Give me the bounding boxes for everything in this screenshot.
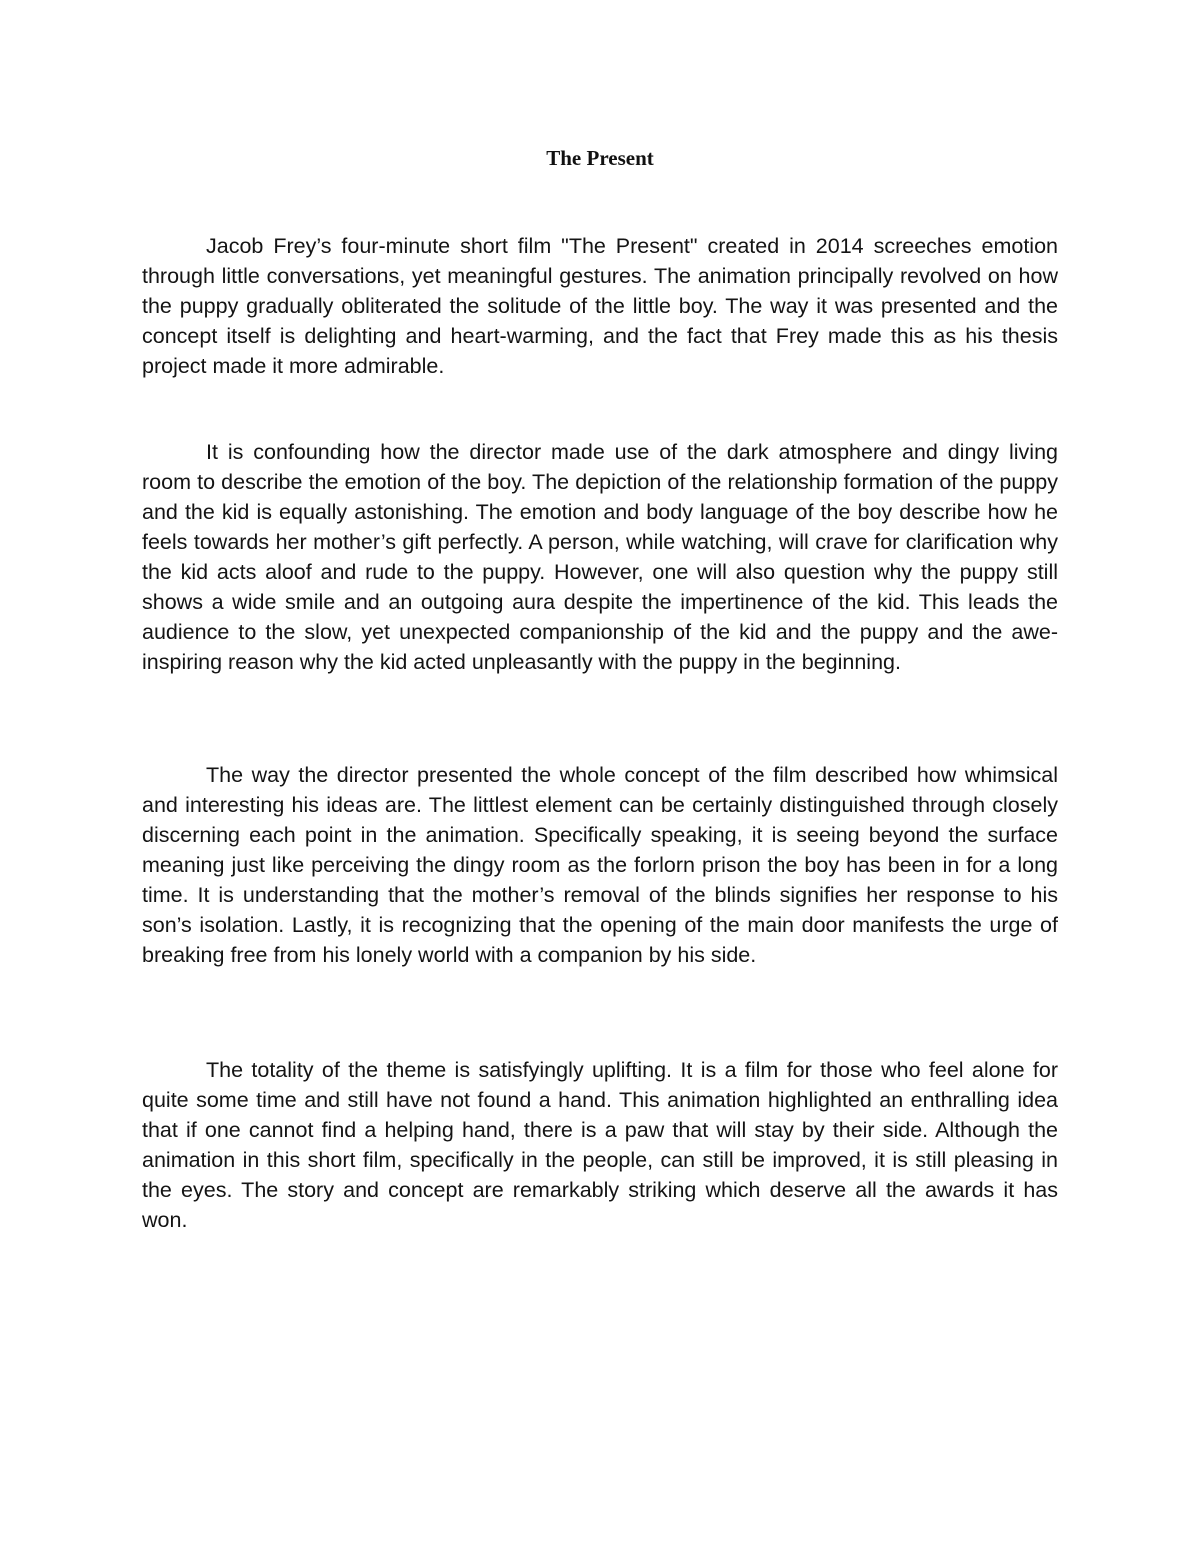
document-title: The Present — [546, 146, 654, 170]
paragraph-1: Jacob Frey’s four-minute short film "The Present" created in 2014 screeches emotion through little conversations, yet meaningful gestures. The animation principally revolved on how the puppy gradually obliterated the solitude of the little boy. The way it was presented and the concept itself is delighting and heart-warming, and the fact that Frey made this as his thesis project made it more admirable. — [142, 234, 1058, 378]
paragraph-4: The totality of the theme is satisfyingly uplifting. It is a film for those who feel alone for quite some time and still have not found a hand. This animation highlighted an enthralling idea that if one cannot find a helping hand, there is a paw that will stay by their side. Although the animation in this short film, specifically in the people, can still be improved, it is still pleasing in the eyes. The story and concept are remarkably striking which deserve all the awards it has won. — [142, 1058, 1058, 1232]
paragraph-3: The way the director presented the whole concept of the film described how whimsical and interesting his ideas are. The littlest element can be certainly distinguished through closely discerning each point in the animation. Specifically speaking, it is seeing beyond the surface meaning just like perceiving the dingy room as the forlorn prison the boy has been in for a long time. It is understanding that the mother’s removal of the blinds signifies her response to his son’s isolation. Lastly, it is recognizing that the opening of the main door manifests the urge of breaking free from his lonely world with a companion by his side. — [142, 763, 1058, 967]
paragraph-2: It is confounding how the director made use of the dark atmosphere and dingy living room to describe the emotion of the boy. The depiction of the relationship formation of the puppy and the kid is equally astonishing. The emotion and body language of the boy describe how he feels towards her mother’s gift perfectly. A person, while watching, will crave for clarification why the kid acts aloof and rude to the puppy. However, one will also question why the puppy still shows a wide smile and an outgoing aura despite the impertinence of the kid. This leads the audience to the slow, yet unexpected companionship of the kid and the puppy and the awe-inspiring reason why the kid acted unpleasantly with the puppy in the beginning. — [142, 440, 1058, 674]
